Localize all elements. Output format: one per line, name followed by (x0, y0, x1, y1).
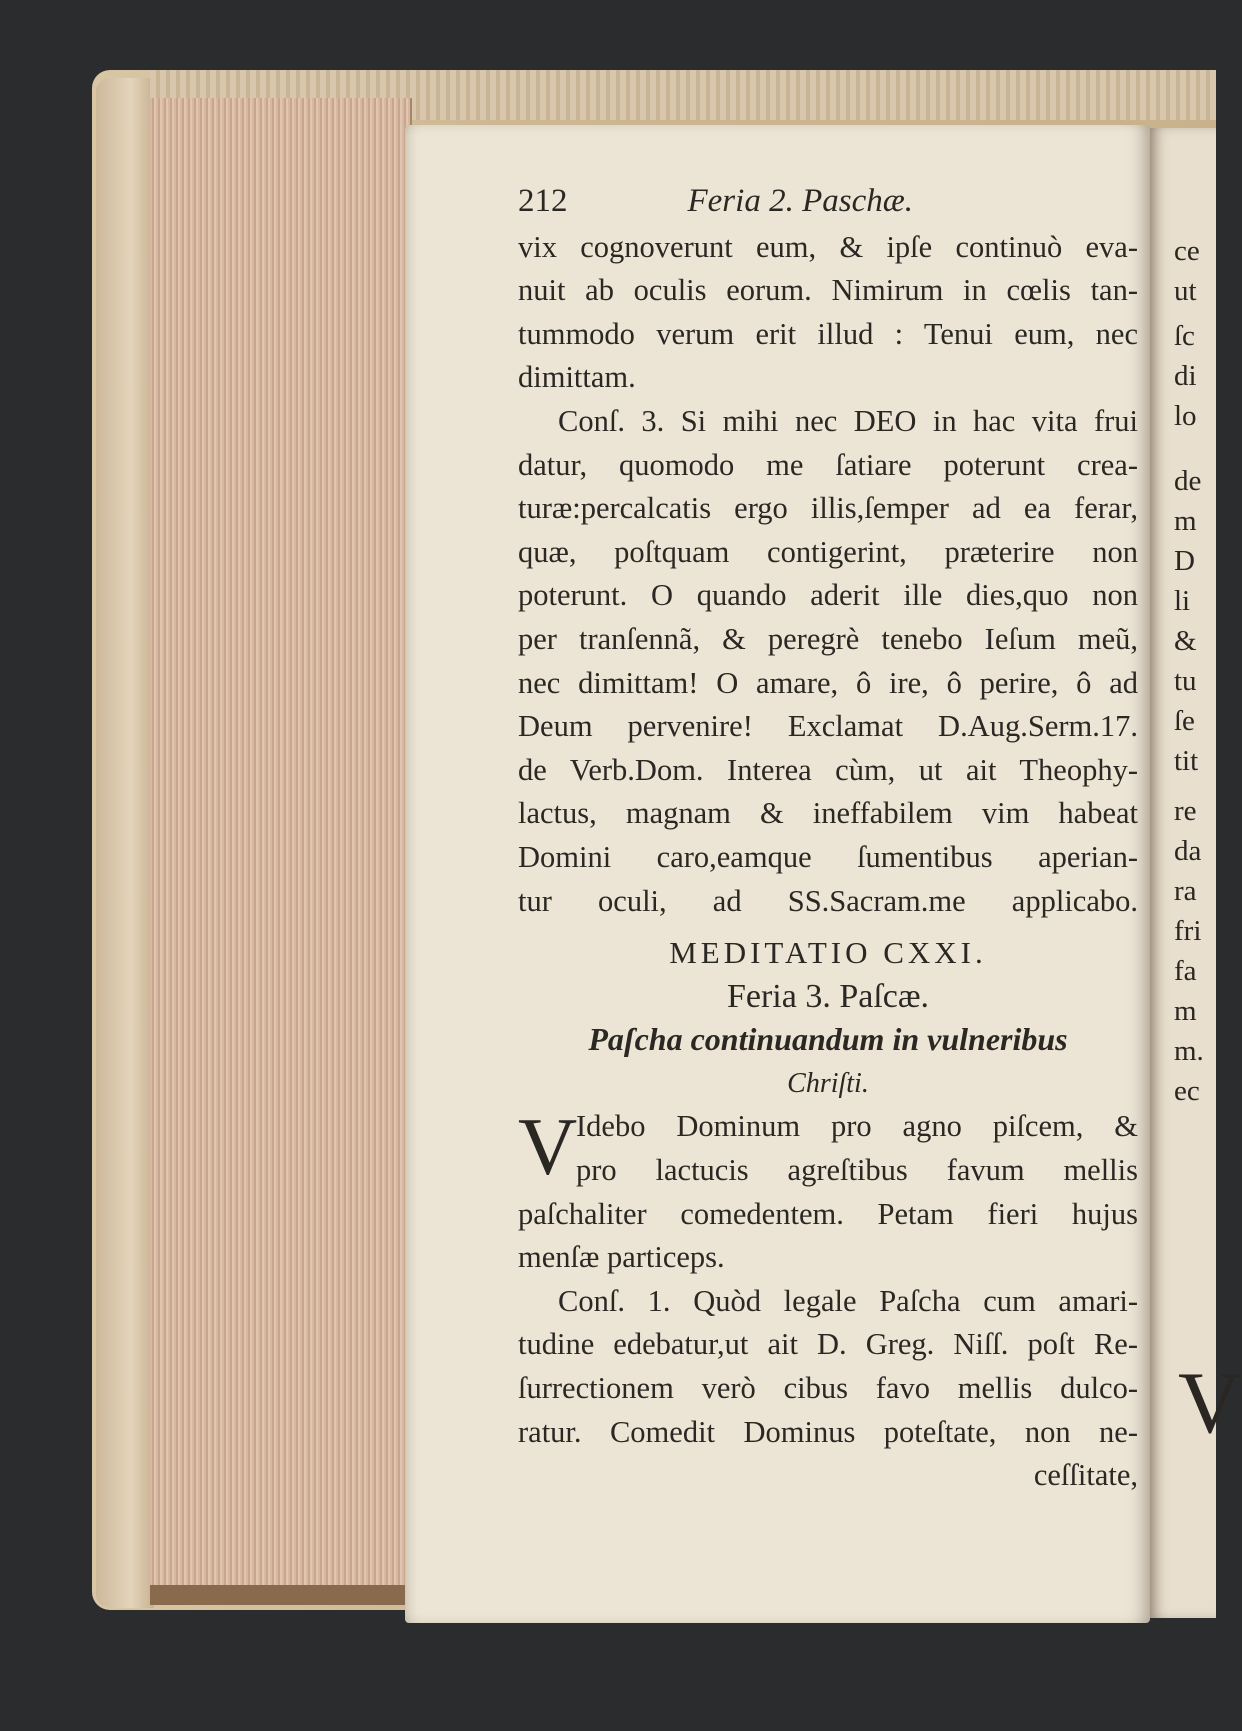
text-line: menſæ particeps. (518, 1240, 725, 1275)
text-line: Deum pervenire! Exclamat D.Aug.Serm.17. (518, 709, 1138, 744)
topic-line-1: Paſcha continuandum in vulneribus (588, 1021, 1068, 1058)
text-line: ſurrectionem verò cibus favo mellis dulco- (518, 1371, 1138, 1406)
facing-page-text-fragment: ut (1174, 275, 1197, 307)
facing-page-text-fragment: m. (1174, 1035, 1204, 1067)
facing-page-text-fragment: li (1174, 585, 1191, 617)
text-line: de Verb.Dom. Interea cùm, ut ait Theophy- (518, 752, 1138, 787)
text-line: ratur. Comedit Dominus poteſtate, non ne- (518, 1414, 1138, 1449)
body-paragraph-2 (518, 1193, 1138, 1455)
facing-page-text-fragment: fri (1174, 915, 1202, 947)
facing-page-text-fragment: & (1174, 625, 1197, 657)
facing-page-text-fragment: da (1174, 835, 1202, 867)
text-line: Conſ. 1. Quòd legale Paſcha cum amari- (558, 1283, 1138, 1318)
facing-page-text-fragment: lo (1174, 400, 1197, 432)
text-line: Idebo Dominum pro agno piſcem, & (576, 1109, 1138, 1144)
text-line: per tranſennã, & peregrè tenebo Ieſum meũ, (518, 621, 1138, 656)
facing-page-text-fragment: ec (1174, 1075, 1200, 1107)
text-line: tudine edebatur,ut ait D. Greg. Niſſ. poſt Re- (518, 1327, 1138, 1362)
book-board-edge (96, 78, 154, 1608)
running-title: Feria 2. Paschæ. (687, 183, 913, 219)
text-line: Domini caro,eamque ſumentibus aperian- (518, 839, 1138, 874)
drop-cap-lines (576, 1105, 1138, 1192)
feria-heading: Feria 3. Paſcæ. (726, 977, 930, 1015)
meditatio-heading: MEDITATIO CXXI. (669, 935, 987, 971)
facing-page-text-fragment: m (1174, 505, 1197, 537)
page-text (518, 180, 1138, 1498)
text-line: datur, quomodo me ſatiare poterunt crea- (518, 447, 1138, 482)
drop-cap-paragraph (518, 1101, 1138, 1193)
facing-page-text-fragment: fa (1174, 955, 1197, 987)
topic-line-2: Chriſti. (787, 1067, 869, 1099)
text-line: poterunt. O quando aderit ille dies,quo non (518, 578, 1138, 613)
text-line: Conſ. 3. Si mihi nec DEO in hac vita frui (558, 403, 1138, 438)
text-line: tummodo verum erit illud : Tenui eum, nec (518, 316, 1138, 351)
page-number: 212 (518, 183, 568, 219)
facing-page-text-fragment: ra (1174, 875, 1197, 907)
facing-page-text-fragment: ce (1174, 235, 1200, 267)
facing-page-text-fragment: tit (1174, 745, 1199, 777)
facing-page-text-fragment: m (1174, 995, 1197, 1027)
catchword: ceſſitate, (1033, 1458, 1138, 1493)
text-line: lactus, magnam & ineffabilem vim habeat (518, 796, 1138, 831)
text-line: nuit ab oculis eorum. Nimirum in cœlis tan- (518, 273, 1138, 308)
text-line: quæ, poſtquam contigerint, præterire non (518, 534, 1138, 569)
facing-page-text-fragment: ſc (1174, 320, 1195, 352)
page-stack-edge (150, 98, 412, 1593)
text-line: dimittam. (518, 360, 636, 395)
facing-page-text-fragment: de (1174, 465, 1202, 497)
text-line: nec dimittam! O amare, ô ire, ô perire, ô ad (518, 665, 1138, 700)
facing-page-fragment (1150, 128, 1242, 1618)
text-line: vix cognoverunt eum, & ipſe continuò eva- (518, 229, 1138, 264)
body-paragraph-1 (518, 226, 1138, 924)
facing-page-dropcap: V (1178, 1355, 1242, 1452)
drop-cap: V (518, 1101, 578, 1193)
facing-page-text-fragment: tu (1174, 665, 1197, 697)
text-line: tur oculi, ad SS.Sacram.me applicabo. (518, 883, 1138, 918)
text-line: paſchaliter comedentem. Petam fieri hujus (518, 1196, 1138, 1231)
facing-page-text-fragment: D (1174, 545, 1195, 577)
text-line: pro lactucis agreſtibus favum mellis (576, 1153, 1138, 1188)
facing-page-text-fragment: di (1174, 360, 1197, 392)
page-header (518, 180, 1138, 224)
facing-page-text-fragment: re (1174, 795, 1197, 827)
text-line: turæ:percalcatis ergo illis,ſemper ad ea ferar, (518, 491, 1138, 526)
facing-page-text-fragment: ſe (1174, 705, 1195, 737)
